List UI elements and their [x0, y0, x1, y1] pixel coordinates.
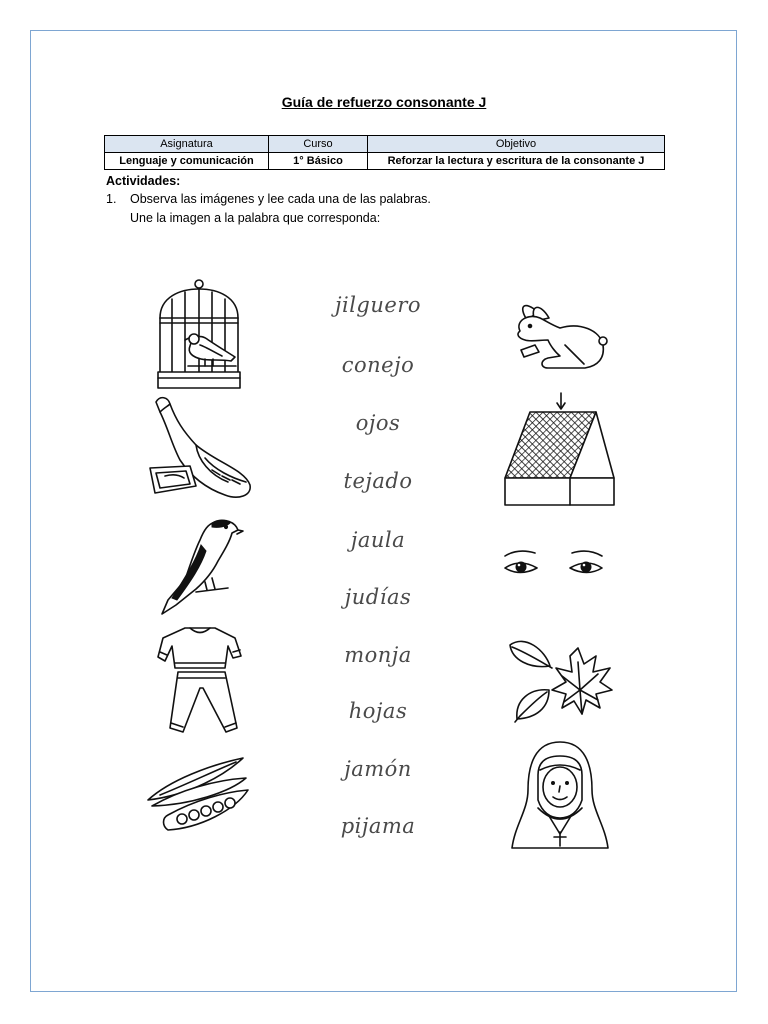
word-monja: monja	[344, 643, 412, 667]
activity-instruction-1: Observa las imágenes y lee cada una de las palabras.	[130, 192, 431, 206]
word-jaula: jaula	[350, 528, 406, 552]
goldfinch-image	[162, 520, 243, 614]
cell-objetivo: Reforzar la lectura y escritura de la consonante J	[368, 153, 665, 170]
nun-image	[512, 742, 608, 848]
cell-asignatura: Lenguaje y comunicación	[105, 153, 269, 170]
word-hojas: hojas	[348, 699, 408, 723]
page-title: Guía de refuerzo consonante J	[281, 94, 487, 110]
eyes-image	[505, 551, 602, 572]
cell-curso: 1° Básico	[269, 153, 368, 170]
bean-pods-image	[148, 758, 248, 830]
word-judias: judías	[344, 585, 412, 609]
word-ojos: ojos	[355, 411, 401, 435]
activity-number: 1.	[106, 192, 117, 206]
activity-instruction-2: Une la imagen a la palabra que corresponda:	[130, 211, 381, 225]
header-objetivo: Objetivo	[368, 136, 665, 153]
header-asignatura: Asignatura	[105, 136, 269, 153]
word-jilguero: jilguero	[334, 293, 422, 317]
rabbit-image	[518, 306, 607, 368]
word-conejo: conejo	[341, 353, 415, 377]
word-tejado: tejado	[343, 469, 413, 493]
house-image	[505, 393, 614, 505]
header-curso: Curso	[269, 136, 368, 153]
word-jamon: jamón	[344, 757, 412, 781]
activities-heading: Actividades:	[106, 174, 181, 188]
birdcage-image	[158, 280, 240, 388]
pajama-image	[158, 628, 241, 732]
ham-image	[150, 398, 250, 497]
leaves-image	[510, 641, 612, 722]
word-pijama: pijama	[340, 814, 416, 838]
